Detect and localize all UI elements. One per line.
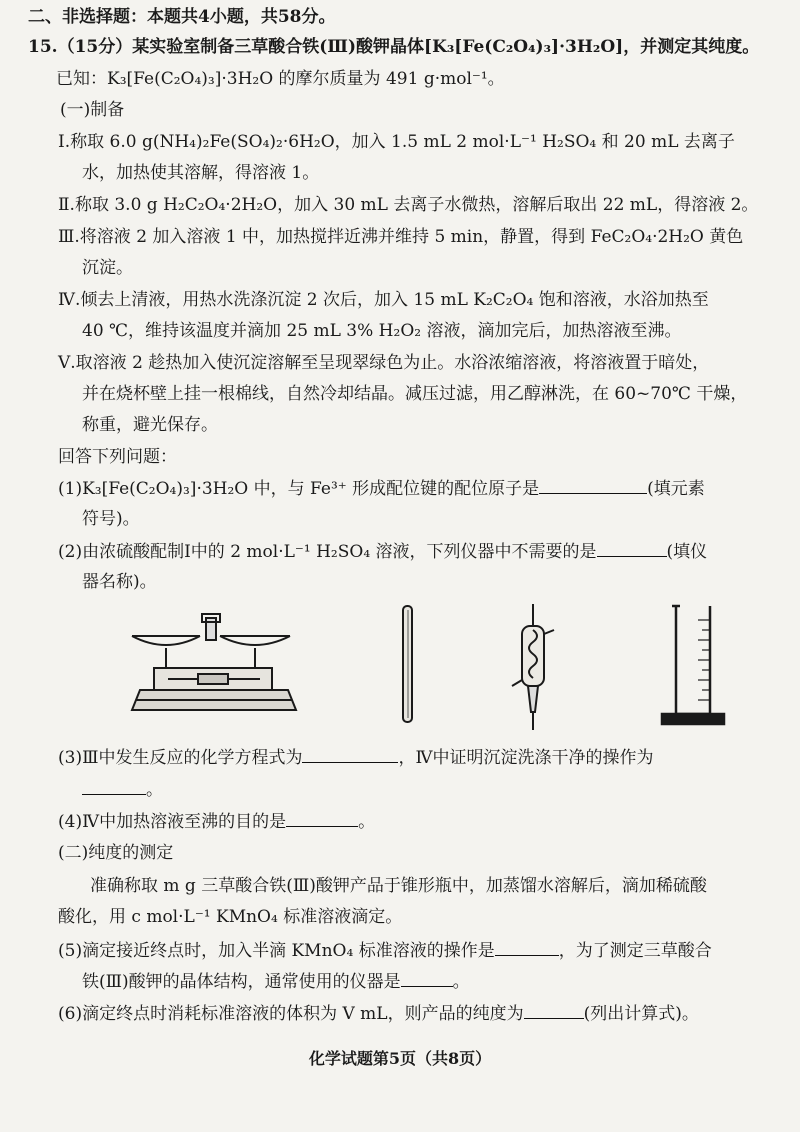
step-4-line-1: Ⅳ.倾去上清液，用热水洗涤沉淀 2 次后，加入 15 mL K₂C₂O₄ 饱和溶液，水浴加热至	[58, 290, 709, 310]
q2-line-2: 器名称)。	[82, 572, 157, 592]
q3-operation-blank[interactable]	[82, 778, 146, 795]
part2-title: (二)纯度的测定	[58, 843, 174, 863]
page-footer: 化学试题第5页（共8页）	[308, 1049, 492, 1068]
q3-end: 。	[146, 780, 163, 800]
section-header: 二、非选择题：本题共4小题，共58分。	[28, 7, 336, 27]
balance-icon	[128, 612, 303, 722]
glass-rod-icon	[398, 604, 418, 726]
q5-line-2	[82, 970, 470, 993]
q2-answer-blank[interactable]	[597, 540, 667, 557]
step-3-line-2: 沉淀。	[82, 258, 133, 278]
q5-instrument-blank[interactable]	[401, 970, 453, 987]
q2-text: (2)由浓硫酸配制Ⅰ中的 2 mol·L⁻¹ H₂SO₄ 溶液，下列仪器中不需要的是	[58, 542, 597, 562]
condenser-icon	[508, 602, 558, 732]
q6-answer-blank[interactable]	[524, 1002, 584, 1019]
q4-text: (4)Ⅳ中加热溶液至沸的目的是	[58, 812, 287, 832]
q6-line	[58, 1002, 699, 1025]
q5-end: 。	[452, 972, 470, 992]
q5-operation-blank[interactable]	[495, 939, 559, 956]
step-5-line-1: Ⅴ.取溶液 2 趁热加入使沉淀溶解至呈现翠绿色为止。水浴浓缩溶液，将溶液置于暗处，	[58, 353, 710, 373]
q1-answer-blank[interactable]	[539, 477, 647, 494]
q6-hint: (列出计算式)。	[583, 1004, 699, 1024]
q3-equation-blank[interactable]	[302, 746, 398, 763]
part1-title: (一)制备	[60, 100, 125, 120]
step-5-line-3: 称重，避光保存。	[82, 415, 218, 435]
q3-text: (3)Ⅲ中发生反应的化学方程式为	[58, 748, 303, 768]
purity-line-2: 酸化，用 c mol·L⁻¹ KMnO₄ 标准溶液滴定。	[58, 907, 403, 927]
purity-line-1: 准确称取 m g 三草酸合铁(Ⅲ)酸钾产品于锥形瓶中，加蒸馏水溶解后，滴加稀硫酸	[90, 876, 707, 896]
q5-text-3: 铁(Ⅲ)酸钾的晶体结构，通常使用的仪器是	[82, 972, 401, 992]
question-intro-1: 15.（15分）某实验室制备三草酸合铁(Ⅲ)酸钾晶体[K₃[Fe(C₂O₄)₃]·3H₂O]，并测定其纯度。	[28, 37, 760, 57]
step-4-line-2: 40 ℃，维持该温度并滴加 25 mL 3% H₂O₂ 溶液，滴加完后，加热溶液至沸。	[82, 321, 682, 341]
step-5-line-2: 并在烧杯壁上挂一根棉线，自然冷却结晶。减压过滤，用乙醇淋洗，在 60~70℃ 干燥，	[82, 384, 748, 404]
q1-line-1	[58, 477, 705, 500]
q1-text: (1)K₃[Fe(C₂O₄)₃]·3H₂O 中，与 Fe³⁺ 形成配位键的配位原子是	[58, 479, 540, 499]
q2-line-1	[58, 540, 707, 563]
step-1-line-2: 水，加热使其溶解，得溶液 1。	[82, 163, 320, 183]
q1-hint: (填元素	[647, 479, 705, 499]
step-2-line-1: Ⅱ.称取 3.0 g H₂C₂O₄·2H₂O，加入 30 mL 去离子水微热，溶解后取出 22 mL，得溶液 2。	[58, 195, 759, 215]
q3-line-1	[58, 746, 653, 769]
q4-line	[58, 810, 375, 833]
q3-text-2: ，Ⅳ中证明沉淀洗涤干净的操作为	[398, 748, 654, 768]
q3-line-2	[82, 778, 163, 801]
step-1-line-1: Ⅰ.称取 6.0 g(NH₄)₂Fe(SO₄)₂·6H₂O，加入 1.5 mL 2 mol·L⁻¹ H₂SO₄ 和 20 mL 去离子	[58, 132, 735, 152]
graduated-cylinder-icon	[658, 600, 728, 730]
q5-text-2: ，为了测定三草酸合	[558, 941, 712, 961]
q5-text: (5)滴定接近终点时，加入半滴 KMnO₄ 标准溶液的操作是	[58, 941, 495, 961]
q1-line-2: 符号)。	[82, 509, 140, 529]
q5-line-1	[58, 939, 712, 962]
q4-end: 。	[358, 812, 376, 832]
q2-hint: (填仪	[666, 542, 708, 562]
q4-answer-blank[interactable]	[286, 810, 358, 827]
step-3-line-1: Ⅲ.将溶液 2 加入溶液 1 中，加热搅拌近沸并维持 5 min，静置，得到 FeC₂O₄·2H₂O 黄色	[58, 227, 744, 247]
answer-prompt: 回答下列问题：	[58, 447, 177, 467]
question-intro-2: 已知：K₃[Fe(C₂O₄)₃]·3H₂O 的摩尔质量为 491 g·mol⁻¹。	[56, 69, 505, 89]
q6-text: (6)滴定终点时消耗标准溶液的体积为 V mL，则产品的纯度为	[58, 1004, 524, 1024]
